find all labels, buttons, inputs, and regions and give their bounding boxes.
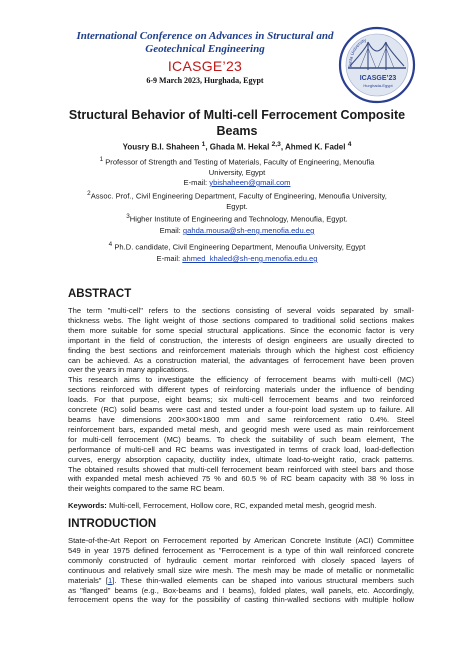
affiliation-1: [60, 155, 414, 178]
affiliation-2: [60, 189, 414, 212]
abstract-line: beams have dimensions 200×300×1800 mm and same reinforcement ratio 0.4%. Steel: [68, 414, 414, 424]
conference-line-2: Geotechnical Engineering: [145, 43, 265, 55]
affiliation-3-sup: 3: [126, 213, 130, 220]
email-row-1: [60, 178, 414, 188]
abstract-line: The obtained results showed that multi-cell ferrocement beam reinforced with steel bars and those: [68, 464, 414, 474]
introduction-line: ferrocement opens the way for the possibility of casting thin-walled sections with multiple hollow: [68, 595, 414, 605]
introduction-line-5a: materials" [: [68, 575, 108, 585]
introduction-line: State-of-the-Art Report on Ferrocement reported by American Concrete Institute (ACI) Committee: [68, 536, 414, 545]
introduction-line-5b: ]. These thin-walled elements can be shaped into various structural members such: [112, 575, 414, 585]
logo-arc-text: Tanta University: [347, 37, 367, 69]
paper-title-line-2: Beams: [216, 124, 258, 138]
author-1-sup: 1: [201, 141, 206, 148]
abstract-line: finding the best sections and reinforcement materials through which the highest cost efficiency: [68, 345, 414, 355]
logo-label: ICASGE’23: [359, 75, 397, 82]
email-2-label: Email:: [159, 226, 181, 235]
email-1-label: E-mail:: [183, 178, 208, 187]
abstract-line: with expanded metal mesh achieved 75 % and 60.5 % of RC beam capacity with 38 % loss in: [68, 474, 414, 484]
abstract-line: can be achieved. As a construction material, the advantages of ferrocement have been proven: [68, 355, 414, 365]
abstract-line: over the years in many applications.: [68, 365, 190, 375]
abstract-line: them more suitable for some special structural applications. Since the economic factor is very: [68, 325, 414, 335]
email-2-link[interactable]: gahda.mousa@sh-eng.menofia.edu.eg: [182, 226, 315, 235]
introduction-line: [68, 576, 414, 586]
conference-name: [40, 30, 370, 56]
email-3-link[interactable]: ahmed_khaled@sh-eng.menofia.edu.eg: [182, 254, 318, 263]
conference-logo: [338, 26, 416, 104]
paper-title: [60, 107, 414, 139]
affiliation-2-line-2: Egypt.: [226, 201, 248, 211]
introduction-line: as "flanged" beams (e.g., Box-beams and I beams), folded plates, wall panels, etc. Accordingly,: [68, 585, 414, 595]
keywords-label: Keywords:: [68, 501, 107, 510]
abstract-line: concrete (RC) solid beams were cast and tested under a four-point load system up to failure. All: [68, 405, 414, 415]
abstract-body: [68, 306, 414, 494]
abstract-line: reinforcement bars, expanded metal mesh, and geogrid mesh were used as main reinforcement: [68, 424, 414, 434]
conference-line-1: International Conference on Advances in Structural and: [76, 30, 334, 42]
introduction-heading: INTRODUCTION: [68, 518, 157, 530]
abstract-line: performance of multi-cell and RC beams was investigated in terms of crack load, load-deflection: [68, 444, 414, 454]
affiliation-4-sup: 4: [108, 241, 113, 248]
conference-date: 6-9 March 2023, Hurghada, Egypt: [146, 76, 264, 85]
author-3-sup: 4: [347, 141, 352, 148]
affiliation-1-line-2: University, Egypt: [208, 167, 266, 177]
abstract-line: important in the field of construction, the interests of design engineers are usually directed to: [68, 335, 414, 345]
affiliation-1-sup: 1: [99, 156, 104, 163]
keywords: [68, 501, 414, 511]
introduction-line: commonly constructed of hydraulic cement mortar reinforced with closely spaced layers of: [68, 555, 414, 565]
keywords-text: Multi-cell, Ferrocement, Hollow core, RC, expanded metal mesh, geogrid mesh.: [108, 501, 377, 510]
affiliation-4: [60, 240, 414, 253]
abstract-line: The term "multi-cell" refers to the sections consisting of several voids separated by small-: [68, 306, 414, 315]
email-row-2: [60, 226, 414, 236]
author-2-sup: 2,3: [271, 141, 281, 148]
affiliation-4-text: Ph.D. candidate, Civil Engineering Department, Menoufia University, Egypt: [114, 242, 366, 252]
affiliation-2-line-1: Assoc. Prof., Civil Engineering Department, Faculty of Engineering, Menoufia University,: [90, 191, 387, 201]
author-3: Ahmed K. Fadel: [285, 142, 346, 152]
email-row-3: [60, 254, 414, 264]
abstract-line: their weights compared to the same RC beam.: [68, 484, 225, 494]
email-3-label: E-mail:: [156, 254, 181, 263]
abstract-line: loads. For that purpose, eight beams; six multi-cell ferrocement beams and two reinforced: [68, 395, 414, 405]
paper-title-line-1: Structural Behavior of Multi-cell Ferrocement Composite: [68, 108, 406, 122]
author-list: Yousry B.I. Shaheen $^1$, Ghada M. Hekal $^{2,3}$, Ahmed K. Fadel $^4$: [122, 141, 352, 152]
affiliation-1-line-1: Professor of Strength and Testing of Materials, Faculty of Engineering, Menoufia: [105, 157, 375, 167]
logo-place: Hurghada-Egypt: [363, 83, 393, 88]
conference-acronym: ICASGE’23: [167, 58, 243, 74]
reference-link-1[interactable]: 1: [108, 575, 113, 585]
affiliation-3: [60, 212, 414, 225]
introduction-line: 549 in year 1975 defined ferrocement as "Ferrocement is a type of thin wall reinforced concrete: [68, 545, 414, 555]
abstract-line: for multi-cell ferrocement (MC) beams. To check the suitability of such beam element, The: [68, 434, 414, 444]
abstract-line: This research aims to investigate the efficiency of ferrocement beams with multi-cell (MC): [68, 375, 414, 385]
author-2: Ghada M. Hekal: [209, 142, 270, 152]
author-1: Yousry B.I. Shaheen: [122, 142, 200, 152]
abstract-heading: ABSTRACT: [68, 288, 132, 300]
affiliation-2-sup: 2: [87, 190, 91, 197]
abstract-line: thickness webs. The light weight of those sections compared to traditional solid sections makes: [68, 315, 414, 325]
abstract-line: sections reinforced with different types of reinforcing materials under the influence of bending: [68, 385, 414, 395]
abstract-line: curves, energy absorption capacity, ductility index, ultimate load-to-weight ratio, crack patterns.: [68, 454, 414, 464]
introduction-body: [68, 536, 414, 605]
email-1-link[interactable]: ybishaheen@gmail.com: [209, 178, 291, 187]
introduction-line: continuous and relatively small size wire mesh. The mesh may be made of metallic or nonmetallic: [68, 565, 414, 575]
affiliation-3-text: Higher Institute of Engineering and Technology, Menoufia, Egypt.: [129, 214, 348, 224]
